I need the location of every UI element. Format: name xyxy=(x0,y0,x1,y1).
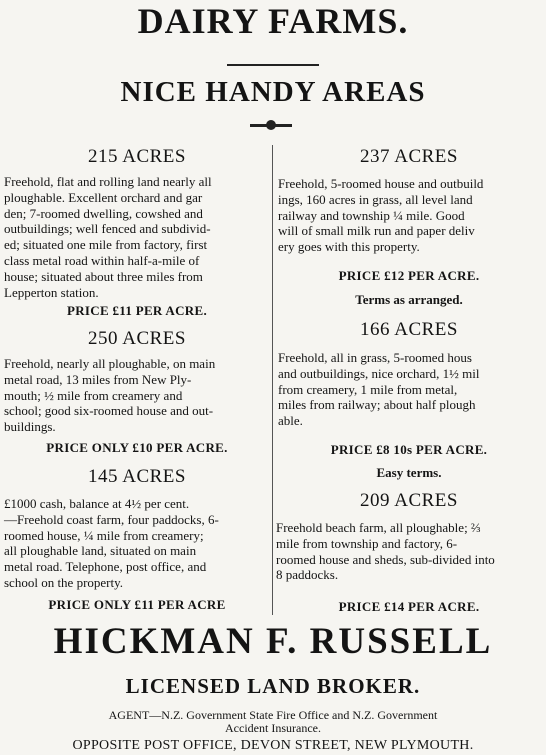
description-line: Freehold, all in grass, 5-roomed hous xyxy=(278,350,472,365)
description-line: mouth; ½ mile from creamery and xyxy=(4,387,183,403)
description-line: and outbuildings, nice orchard, 1½ mil xyxy=(278,365,480,381)
listing-price: PRICE ONLY £10 PER ACRE. xyxy=(46,440,228,455)
agent-line: AGENT—N.Z. Government State Fire Office and N.Z. Government xyxy=(108,708,438,722)
page-subtitle: NICE HANDY AREAS xyxy=(120,76,426,108)
listing-price: PRICE ONLY £11 PER ACRE xyxy=(48,597,226,612)
description-line: ploughable. Excellent orchard and gar xyxy=(4,189,203,205)
description-line: Freehold, 5-roomed house and outbuild xyxy=(278,176,484,191)
description-line: mile from township and factory, 6- xyxy=(276,535,458,551)
description-line: roomed house, ¼ mile from creamery; xyxy=(4,527,204,543)
description-line: den; 7-roomed dwelling, cowshed and xyxy=(4,205,203,221)
description-line: will of small milk run and paper deliv xyxy=(278,223,475,239)
listing-price: PRICE £12 PER ACRE. xyxy=(338,268,480,283)
description-line: ed; situated one mile from factory, first xyxy=(4,237,208,253)
listing-price: PRICE £11 PER ACRE. xyxy=(66,303,208,318)
description-line: class metal road within half-a-mile of xyxy=(4,252,200,268)
listing-description xyxy=(4,356,270,435)
page-title: DAIRY FARMS. xyxy=(137,1,409,41)
listing-heading: 166 ACRES xyxy=(360,319,458,340)
description-line: £1000 cash, balance at 4½ per cent. xyxy=(4,496,190,511)
listing-heading: 215 ACRES xyxy=(88,146,186,167)
agent-note xyxy=(0,709,546,735)
description-line: 8 paddocks. xyxy=(276,567,339,583)
ornament-dot xyxy=(266,120,276,130)
listing-description xyxy=(278,176,544,255)
listing-price: PRICE £8 10s PER ACRE. xyxy=(330,442,488,457)
description-line: from creamery, 1 mile from metal, xyxy=(278,381,458,397)
description-line: metal road. Telephone, post office, and xyxy=(4,559,207,575)
broker-name: HICKMAN F. RUSSELL xyxy=(53,621,493,662)
description-line: ings, 160 acres in grass, all level land xyxy=(278,191,473,207)
listing-description xyxy=(4,174,270,300)
description-line: Freehold beach farm, all ploughable; ⅔ xyxy=(276,520,481,535)
agent-line: Accident Insurance. xyxy=(225,721,321,735)
listing-price: PRICE £14 PER ACRE. xyxy=(338,599,480,614)
description-line: outbuildings; well fenced and subdivid- xyxy=(4,221,211,237)
description-line: railway and township ¼ mile. Good xyxy=(278,207,465,223)
listing-terms: Terms as arranged. xyxy=(355,292,463,307)
description-line: all ploughable land, situated on main xyxy=(4,543,197,559)
description-line: Freehold, flat and rolling land nearly all xyxy=(4,174,212,189)
description-line: Lepperton station. xyxy=(4,284,99,300)
description-line: roomed house and sheds, sub-divided into xyxy=(276,551,495,567)
description-line: school; good six-roomed house and out- xyxy=(4,403,214,419)
description-line: able. xyxy=(278,413,303,429)
listing-heading: 237 ACRES xyxy=(360,146,458,167)
listing-heading: 209 ACRES xyxy=(360,490,458,511)
description-line: —Freehold coast farm, four paddocks, 6- xyxy=(4,511,219,527)
description-line: metal road, 13 miles from New Ply- xyxy=(4,371,192,387)
description-line: Freehold, nearly all ploughable, on main xyxy=(4,356,216,371)
listing-heading: 145 ACRES xyxy=(88,466,186,487)
listing-description xyxy=(278,350,544,429)
description-line: ery goes with this property. xyxy=(278,239,420,255)
column-divider xyxy=(272,145,273,615)
listing-terms: Easy terms. xyxy=(376,465,442,480)
description-line: school on the property. xyxy=(4,574,124,590)
broker-profession: LICENSED LAND BROKER. xyxy=(125,674,421,698)
listing-description xyxy=(276,520,542,583)
listing-heading: 250 ACRES xyxy=(88,328,186,349)
description-line: miles from railway; about half plough xyxy=(278,397,476,413)
description-line: house; situated about three miles from xyxy=(4,268,203,284)
broker-address: OPPOSITE POST OFFICE, DEVON STREET, NEW PLYMOUTH. xyxy=(72,738,474,753)
listing-description xyxy=(4,496,270,591)
description-line: buildings. xyxy=(4,419,56,435)
divider-rule xyxy=(227,64,319,66)
